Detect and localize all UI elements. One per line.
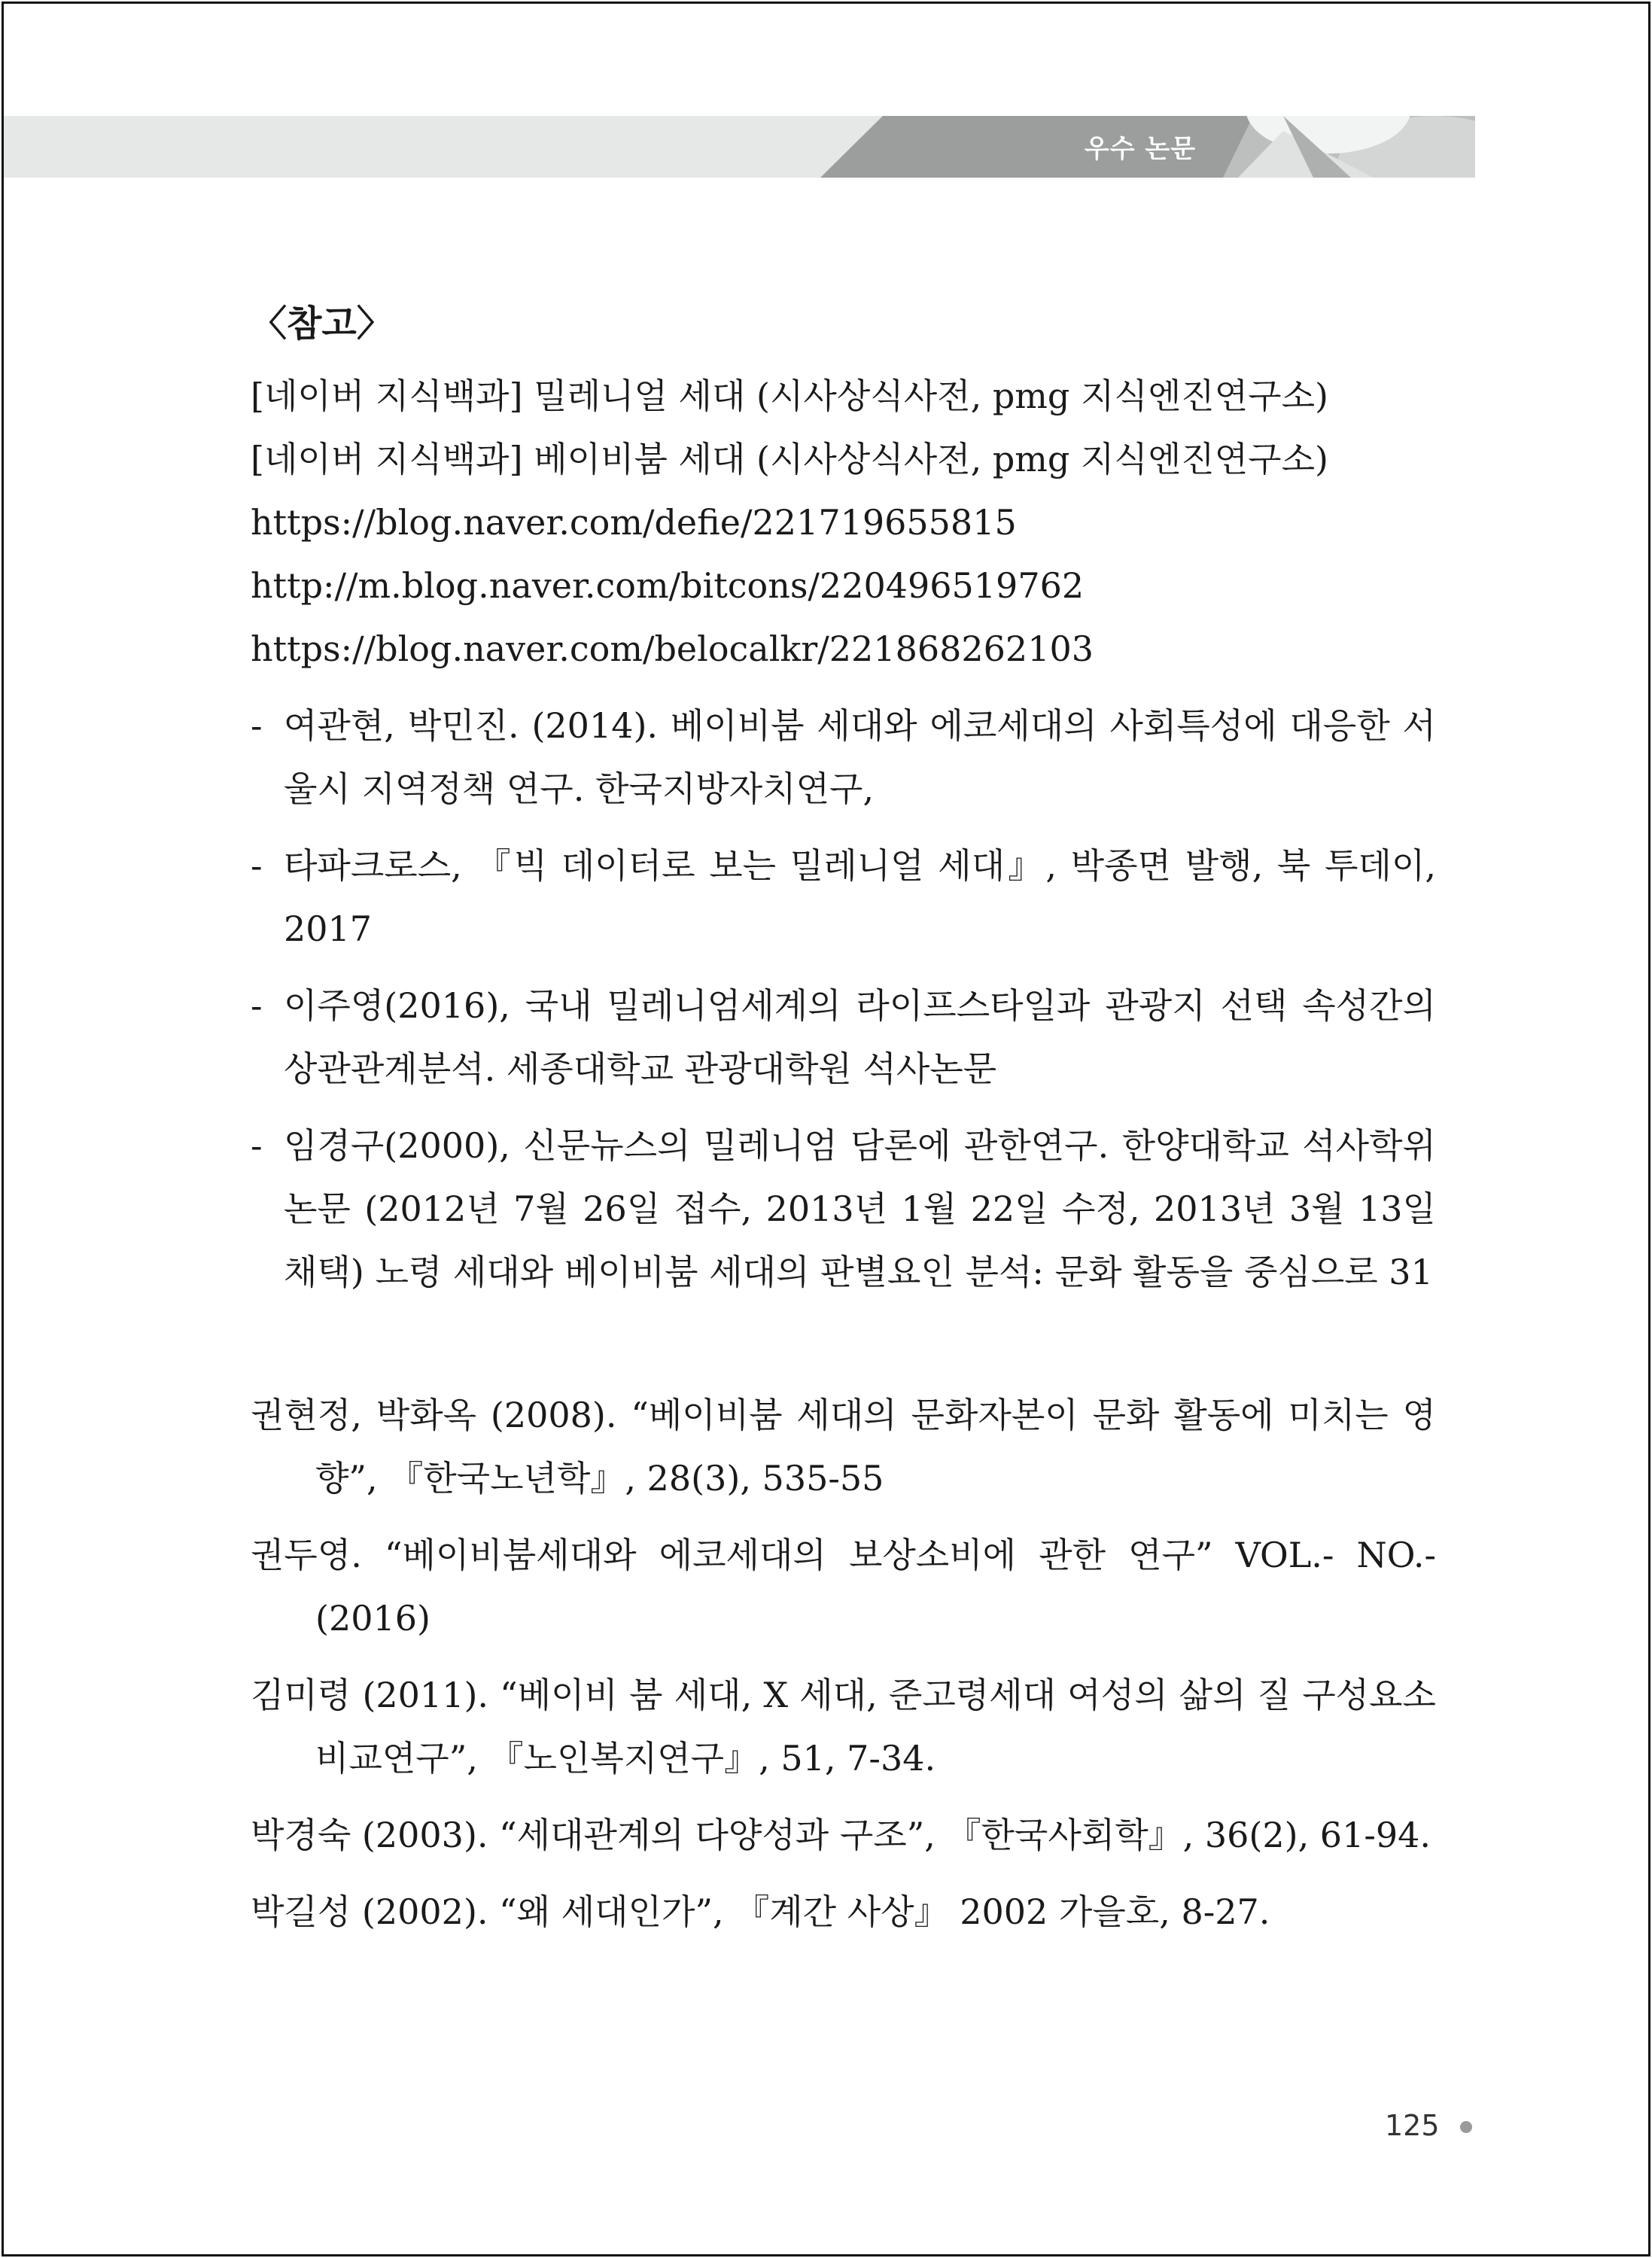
dash-bullet: -	[251, 845, 263, 886]
citation-item: 권현정, 박화옥 (2008). “베이비붐 세대의 문화자본이 문화 활동에 미치는 영향”, 『한국노년학』, 28(3), 535-55	[251, 1395, 1436, 1499]
dash-reference-item	[251, 1114, 1436, 1304]
citation-item: 박경숙 (2003). “세대관계의 다양성과 구조”, 『한국사회학』, 36(2), 61-94.	[251, 1815, 1431, 1855]
dash-reference-item	[251, 834, 1436, 960]
dash-bullet: -	[251, 705, 263, 746]
citation-item: 김미령 (2011). “베이비 붐 세대, X 세대, 준고령세대 여성의 삶의 질 구성요소 비교연구”, 『노인복지연구』, 51, 7-34.	[251, 1675, 1436, 1779]
dash-reference-item	[251, 974, 1436, 1100]
dash-bullet: -	[251, 985, 263, 1026]
reference-line: [네이버 지식백과] 밀레니얼 세대 (시사상식사전, pmg 지식엔진연구소)	[251, 376, 1328, 416]
header-band	[4, 116, 1475, 178]
reference-url: https://blog.naver.com/defie/221719655815	[251, 502, 1017, 543]
citation-item: 박길성 (2002). “왜 세대인가”, 『계간 사상』 2002 가을호, 8-27.	[251, 1891, 1270, 1932]
dash-reference-text: 타파크로스, 『빅 데이터로 보는 밀레니얼 세대』, 박종면 발행, 북 투데이, 2017	[284, 845, 1436, 949]
dash-reference-text: 이주영(2016), 국내 밀레니엄세계의 라이프스타일과 관광지 선택 속성간의 상관관계분석. 세종대학교 관광대학원 석사논문	[284, 985, 1436, 1089]
reference-url: http://m.blog.naver.com/bitcons/220496519762	[251, 565, 1085, 606]
dash-reference-text: 임경구(2000), 신문뉴스의 밀레니엄 담론에 관한연구. 한양대학교 석사학위 논문 (2012년 7월 26일 접수, 2013년 1월 22일 수정, 2013년 3월 13일 채택) 노령 세대와 베이비붐 세대의 판별요인 분석: 문화 활동을 중심으로 31	[284, 1125, 1436, 1292]
citation-item: 권두영. “베이비붐세대와 에코세대의 보상소비에 관한 연구” VOL.- NO.- (2016)	[251, 1535, 1436, 1639]
references-section	[251, 294, 1436, 1957]
dash-reference-item	[251, 694, 1436, 820]
page-dot-icon	[1460, 2121, 1472, 2133]
dash-reference-text: 여관현, 박민진. (2014). 베이비붐 세대와 에코세대의 사회특성에 대응한 서울시 지역정책 연구. 한국지방자치연구,	[284, 705, 1436, 809]
header-band-graphic	[4, 116, 1475, 178]
references-heading: 〈참고〉	[251, 303, 393, 345]
section-label: 우수 논문	[1084, 134, 1197, 164]
reference-line: [네이버 지식백과] 베이비붐 세대 (시사상식사전, pmg 지식엔진연구소)	[251, 439, 1328, 479]
dash-bullet: -	[251, 1125, 263, 1166]
page-number: 125	[1385, 2109, 1440, 2142]
reference-url: https://blog.naver.com/belocalkr/221868262103	[251, 628, 1094, 669]
section-gap	[251, 1317, 1436, 1383]
